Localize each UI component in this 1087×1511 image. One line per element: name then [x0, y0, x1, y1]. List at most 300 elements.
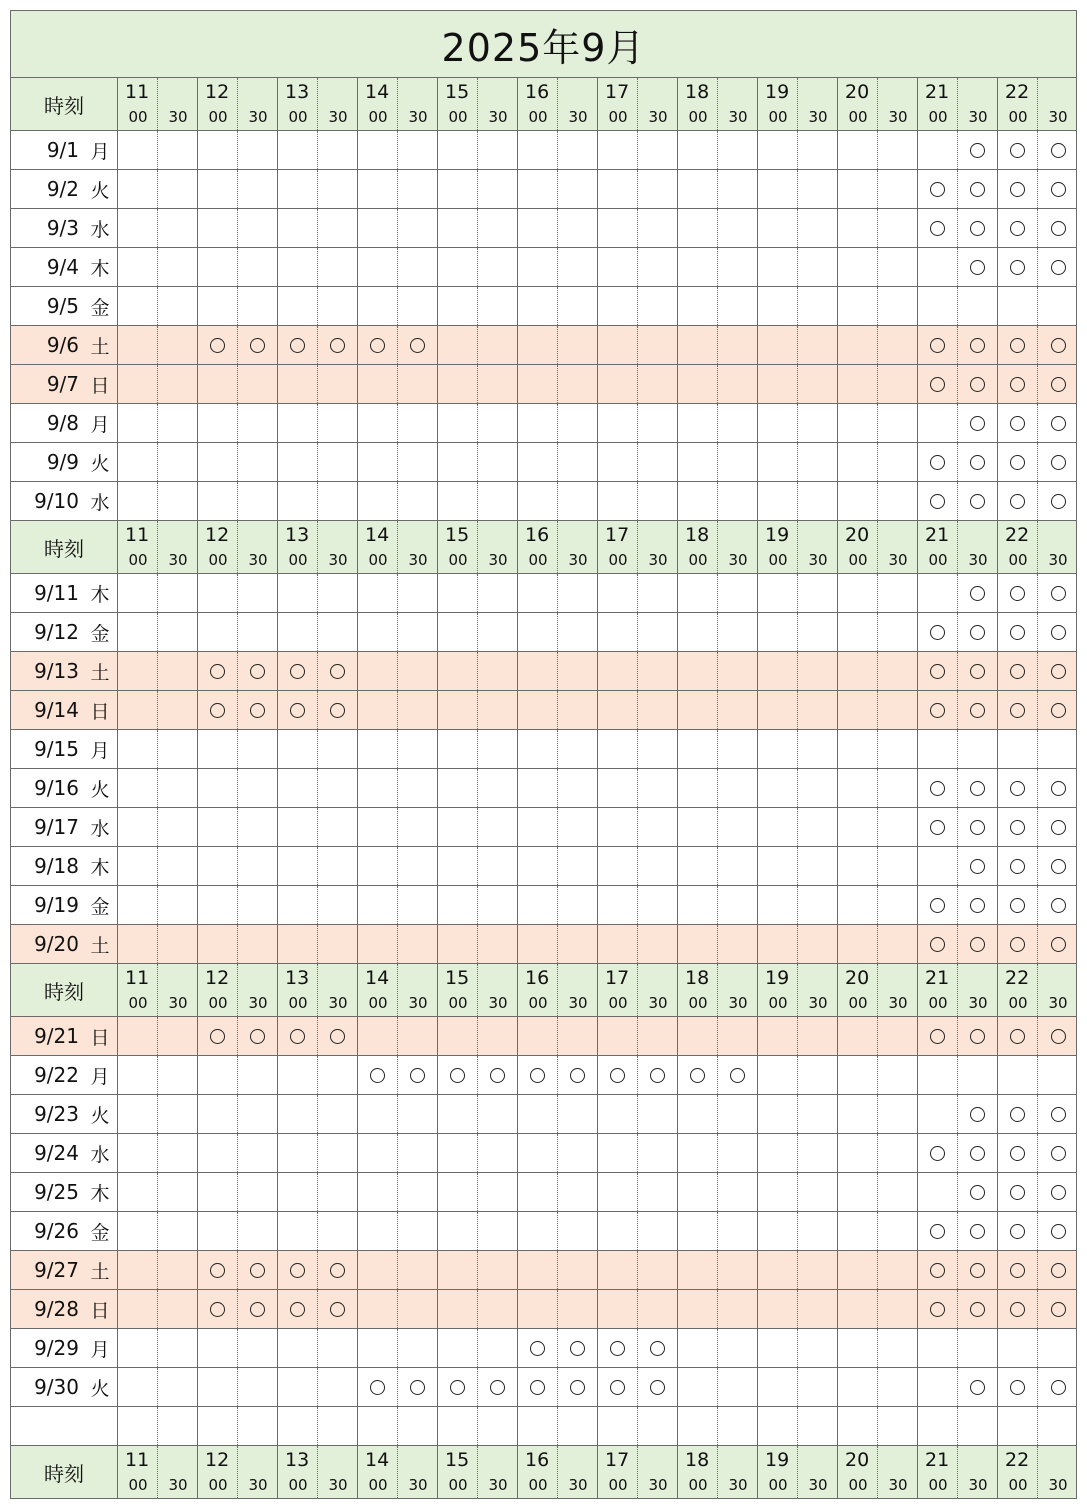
slot-cell[interactable]	[358, 287, 398, 325]
slot-cell[interactable]	[638, 1056, 678, 1094]
slot-cell[interactable]	[1038, 443, 1078, 481]
slot-cell[interactable]	[1038, 131, 1078, 169]
slot-cell[interactable]	[598, 209, 638, 247]
slot-cell[interactable]	[238, 170, 278, 208]
slot-cell[interactable]	[678, 886, 718, 924]
slot-cell[interactable]	[318, 326, 358, 364]
slot-cell[interactable]	[758, 1095, 798, 1133]
slot-cell[interactable]	[718, 925, 758, 963]
slot-cell[interactable]	[598, 131, 638, 169]
slot-cell[interactable]	[558, 1134, 598, 1172]
slot-cell[interactable]	[998, 769, 1038, 807]
slot-cell[interactable]	[838, 652, 878, 690]
slot-cell[interactable]	[798, 1173, 838, 1211]
slot-cell[interactable]	[718, 1290, 758, 1328]
slot-cell[interactable]	[238, 769, 278, 807]
slot-cell[interactable]	[518, 1056, 558, 1094]
slot-cell[interactable]	[518, 652, 558, 690]
slot-cell[interactable]	[278, 769, 318, 807]
slot-cell[interactable]	[158, 326, 198, 364]
slot-cell[interactable]	[198, 170, 238, 208]
slot-cell[interactable]	[278, 131, 318, 169]
slot-cell[interactable]	[678, 808, 718, 846]
slot-cell[interactable]	[638, 886, 678, 924]
slot-cell[interactable]	[558, 574, 598, 612]
slot-cell[interactable]	[998, 1407, 1038, 1445]
slot-cell[interactable]	[198, 1368, 238, 1406]
slot-cell[interactable]	[558, 652, 598, 690]
slot-cell[interactable]	[398, 1095, 438, 1133]
slot-cell[interactable]	[358, 613, 398, 651]
slot-cell[interactable]	[958, 652, 998, 690]
slot-cell[interactable]	[798, 769, 838, 807]
slot-cell[interactable]	[678, 574, 718, 612]
slot-cell[interactable]	[118, 730, 158, 768]
slot-cell[interactable]	[1038, 1017, 1078, 1055]
slot-cell[interactable]	[358, 248, 398, 286]
slot-cell[interactable]	[118, 1134, 158, 1172]
slot-cell[interactable]	[278, 404, 318, 442]
slot-cell[interactable]	[518, 131, 558, 169]
slot-cell[interactable]	[238, 131, 278, 169]
slot-cell[interactable]	[238, 613, 278, 651]
slot-cell[interactable]	[118, 808, 158, 846]
slot-cell[interactable]	[838, 886, 878, 924]
slot-cell[interactable]	[918, 1056, 958, 1094]
slot-cell[interactable]	[358, 209, 398, 247]
slot-cell[interactable]	[238, 730, 278, 768]
slot-cell[interactable]	[398, 248, 438, 286]
slot-cell[interactable]	[518, 886, 558, 924]
slot-cell[interactable]	[958, 886, 998, 924]
slot-cell[interactable]	[878, 730, 918, 768]
slot-cell[interactable]	[878, 1173, 918, 1211]
slot-cell[interactable]	[238, 886, 278, 924]
slot-cell[interactable]	[198, 808, 238, 846]
slot-cell[interactable]	[598, 769, 638, 807]
slot-cell[interactable]	[958, 443, 998, 481]
slot-cell[interactable]	[638, 652, 678, 690]
slot-cell[interactable]	[958, 1056, 998, 1094]
slot-cell[interactable]	[638, 769, 678, 807]
slot-cell[interactable]	[478, 443, 518, 481]
slot-cell[interactable]	[918, 574, 958, 612]
slot-cell[interactable]	[1038, 1173, 1078, 1211]
slot-cell[interactable]	[438, 1212, 478, 1250]
slot-cell[interactable]	[278, 691, 318, 729]
slot-cell[interactable]	[598, 1251, 638, 1289]
slot-cell[interactable]	[998, 482, 1038, 520]
slot-cell[interactable]	[398, 1368, 438, 1406]
slot-cell[interactable]	[518, 925, 558, 963]
slot-cell[interactable]	[398, 769, 438, 807]
slot-cell[interactable]	[638, 1251, 678, 1289]
slot-cell[interactable]	[718, 730, 758, 768]
slot-cell[interactable]	[598, 326, 638, 364]
slot-cell[interactable]	[758, 1017, 798, 1055]
slot-cell[interactable]	[478, 1212, 518, 1250]
slot-cell[interactable]	[758, 574, 798, 612]
slot-cell[interactable]	[798, 1329, 838, 1367]
slot-cell[interactable]	[278, 248, 318, 286]
slot-cell[interactable]	[118, 847, 158, 885]
slot-cell[interactable]	[118, 365, 158, 403]
slot-cell[interactable]	[878, 652, 918, 690]
slot-cell[interactable]	[958, 925, 998, 963]
slot-cell[interactable]	[198, 1173, 238, 1211]
slot-cell[interactable]	[118, 326, 158, 364]
slot-cell[interactable]	[358, 808, 398, 846]
slot-cell[interactable]	[798, 326, 838, 364]
slot-cell[interactable]	[878, 1134, 918, 1172]
slot-cell[interactable]	[878, 1056, 918, 1094]
slot-cell[interactable]	[1038, 1368, 1078, 1406]
slot-cell[interactable]	[358, 131, 398, 169]
slot-cell[interactable]	[678, 1056, 718, 1094]
slot-cell[interactable]	[678, 326, 718, 364]
slot-cell[interactable]	[478, 769, 518, 807]
slot-cell[interactable]	[478, 170, 518, 208]
slot-cell[interactable]	[918, 326, 958, 364]
slot-cell[interactable]	[918, 1134, 958, 1172]
slot-cell[interactable]	[398, 1290, 438, 1328]
slot-cell[interactable]	[158, 248, 198, 286]
slot-cell[interactable]	[438, 404, 478, 442]
slot-cell[interactable]	[438, 443, 478, 481]
slot-cell[interactable]	[318, 769, 358, 807]
slot-cell[interactable]	[198, 1056, 238, 1094]
slot-cell[interactable]	[678, 248, 718, 286]
slot-cell[interactable]	[278, 1368, 318, 1406]
slot-cell[interactable]	[758, 482, 798, 520]
slot-cell[interactable]	[878, 691, 918, 729]
slot-cell[interactable]	[438, 170, 478, 208]
slot-cell[interactable]	[238, 1368, 278, 1406]
slot-cell[interactable]	[318, 1290, 358, 1328]
slot-cell[interactable]	[638, 613, 678, 651]
slot-cell[interactable]	[958, 1329, 998, 1367]
slot-cell[interactable]	[278, 1095, 318, 1133]
slot-cell[interactable]	[158, 691, 198, 729]
slot-cell[interactable]	[558, 1173, 598, 1211]
slot-cell[interactable]	[238, 248, 278, 286]
slot-cell[interactable]	[318, 131, 358, 169]
slot-cell[interactable]	[598, 1017, 638, 1055]
slot-cell[interactable]	[918, 482, 958, 520]
slot-cell[interactable]	[158, 847, 198, 885]
slot-cell[interactable]	[158, 1368, 198, 1406]
slot-cell[interactable]	[318, 1368, 358, 1406]
slot-cell[interactable]	[118, 886, 158, 924]
slot-cell[interactable]	[958, 131, 998, 169]
slot-cell[interactable]	[918, 808, 958, 846]
slot-cell[interactable]	[478, 404, 518, 442]
slot-cell[interactable]	[838, 1212, 878, 1250]
slot-cell[interactable]	[278, 1134, 318, 1172]
slot-cell[interactable]	[438, 1290, 478, 1328]
slot-cell[interactable]	[278, 482, 318, 520]
slot-cell[interactable]	[478, 1368, 518, 1406]
slot-cell[interactable]	[238, 574, 278, 612]
slot-cell[interactable]	[198, 691, 238, 729]
slot-cell[interactable]	[318, 1329, 358, 1367]
slot-cell[interactable]	[798, 574, 838, 612]
slot-cell[interactable]	[518, 1173, 558, 1211]
slot-cell[interactable]	[238, 209, 278, 247]
slot-cell[interactable]	[118, 613, 158, 651]
slot-cell[interactable]	[278, 730, 318, 768]
slot-cell[interactable]	[638, 248, 678, 286]
slot-cell[interactable]	[718, 404, 758, 442]
slot-cell[interactable]	[478, 652, 518, 690]
slot-cell[interactable]	[438, 365, 478, 403]
slot-cell[interactable]	[918, 769, 958, 807]
slot-cell[interactable]	[398, 1407, 438, 1445]
slot-cell[interactable]	[998, 1056, 1038, 1094]
slot-cell[interactable]	[518, 404, 558, 442]
slot-cell[interactable]	[198, 1017, 238, 1055]
slot-cell[interactable]	[598, 482, 638, 520]
slot-cell[interactable]	[398, 482, 438, 520]
slot-cell[interactable]	[958, 613, 998, 651]
slot-cell[interactable]	[1038, 287, 1078, 325]
slot-cell[interactable]	[478, 691, 518, 729]
slot-cell[interactable]	[118, 769, 158, 807]
slot-cell[interactable]	[838, 574, 878, 612]
slot-cell[interactable]	[998, 1212, 1038, 1250]
slot-cell[interactable]	[478, 574, 518, 612]
slot-cell[interactable]	[838, 1173, 878, 1211]
slot-cell[interactable]	[318, 847, 358, 885]
slot-cell[interactable]	[558, 847, 598, 885]
slot-cell[interactable]	[598, 574, 638, 612]
slot-cell[interactable]	[1038, 209, 1078, 247]
slot-cell[interactable]	[958, 1407, 998, 1445]
slot-cell[interactable]	[278, 1056, 318, 1094]
slot-cell[interactable]	[838, 287, 878, 325]
slot-cell[interactable]	[318, 1095, 358, 1133]
slot-cell[interactable]	[398, 886, 438, 924]
slot-cell[interactable]	[478, 365, 518, 403]
slot-cell[interactable]	[438, 482, 478, 520]
slot-cell[interactable]	[158, 443, 198, 481]
slot-cell[interactable]	[958, 574, 998, 612]
slot-cell[interactable]	[838, 209, 878, 247]
slot-cell[interactable]	[798, 691, 838, 729]
slot-cell[interactable]	[478, 847, 518, 885]
slot-cell[interactable]	[958, 482, 998, 520]
slot-cell[interactable]	[838, 808, 878, 846]
slot-cell[interactable]	[398, 1212, 438, 1250]
slot-cell[interactable]	[958, 808, 998, 846]
slot-cell[interactable]	[958, 1368, 998, 1406]
slot-cell[interactable]	[558, 925, 598, 963]
slot-cell[interactable]	[518, 769, 558, 807]
slot-cell[interactable]	[358, 1407, 398, 1445]
slot-cell[interactable]	[118, 574, 158, 612]
slot-cell[interactable]	[478, 1134, 518, 1172]
slot-cell[interactable]	[158, 769, 198, 807]
slot-cell[interactable]	[118, 209, 158, 247]
slot-cell[interactable]	[678, 769, 718, 807]
slot-cell[interactable]	[758, 730, 798, 768]
slot-cell[interactable]	[198, 1095, 238, 1133]
slot-cell[interactable]	[278, 326, 318, 364]
slot-cell[interactable]	[678, 1251, 718, 1289]
slot-cell[interactable]	[998, 1017, 1038, 1055]
slot-cell[interactable]	[998, 730, 1038, 768]
slot-cell[interactable]	[918, 613, 958, 651]
slot-cell[interactable]	[958, 248, 998, 286]
slot-cell[interactable]	[798, 1368, 838, 1406]
slot-cell[interactable]	[398, 1056, 438, 1094]
slot-cell[interactable]	[918, 1329, 958, 1367]
slot-cell[interactable]	[278, 574, 318, 612]
slot-cell[interactable]	[158, 808, 198, 846]
slot-cell[interactable]	[598, 691, 638, 729]
slot-cell[interactable]	[718, 652, 758, 690]
slot-cell[interactable]	[118, 1095, 158, 1133]
slot-cell[interactable]	[438, 1095, 478, 1133]
slot-cell[interactable]	[638, 482, 678, 520]
slot-cell[interactable]	[718, 1407, 758, 1445]
slot-cell[interactable]	[918, 730, 958, 768]
slot-cell[interactable]	[158, 574, 198, 612]
slot-cell[interactable]	[478, 925, 518, 963]
slot-cell[interactable]	[918, 1212, 958, 1250]
slot-cell[interactable]	[238, 1095, 278, 1133]
slot-cell[interactable]	[718, 1212, 758, 1250]
slot-cell[interactable]	[558, 131, 598, 169]
slot-cell[interactable]	[558, 730, 598, 768]
slot-cell[interactable]	[838, 482, 878, 520]
slot-cell[interactable]	[758, 1212, 798, 1250]
slot-cell[interactable]	[438, 691, 478, 729]
slot-cell[interactable]	[398, 847, 438, 885]
slot-cell[interactable]	[758, 248, 798, 286]
slot-cell[interactable]	[878, 1017, 918, 1055]
slot-cell[interactable]	[118, 1290, 158, 1328]
slot-cell[interactable]	[918, 691, 958, 729]
slot-cell[interactable]	[878, 209, 918, 247]
slot-cell[interactable]	[118, 170, 158, 208]
slot-cell[interactable]	[558, 209, 598, 247]
slot-cell[interactable]	[518, 443, 558, 481]
slot-cell[interactable]	[518, 1017, 558, 1055]
slot-cell[interactable]	[718, 847, 758, 885]
slot-cell[interactable]	[958, 769, 998, 807]
slot-cell[interactable]	[998, 131, 1038, 169]
slot-cell[interactable]	[918, 1251, 958, 1289]
slot-cell[interactable]	[438, 1251, 478, 1289]
slot-cell[interactable]	[838, 1017, 878, 1055]
slot-cell[interactable]	[998, 691, 1038, 729]
slot-cell[interactable]	[318, 170, 358, 208]
slot-cell[interactable]	[838, 131, 878, 169]
slot-cell[interactable]	[158, 730, 198, 768]
slot-cell[interactable]	[718, 808, 758, 846]
slot-cell[interactable]	[918, 131, 958, 169]
slot-cell[interactable]	[998, 574, 1038, 612]
slot-cell[interactable]	[318, 730, 358, 768]
slot-cell[interactable]	[918, 1095, 958, 1133]
slot-cell[interactable]	[598, 248, 638, 286]
slot-cell[interactable]	[718, 1134, 758, 1172]
slot-cell[interactable]	[758, 1251, 798, 1289]
slot-cell[interactable]	[878, 326, 918, 364]
slot-cell[interactable]	[318, 886, 358, 924]
slot-cell[interactable]	[358, 652, 398, 690]
slot-cell[interactable]	[838, 170, 878, 208]
slot-cell[interactable]	[278, 925, 318, 963]
slot-cell[interactable]	[558, 769, 598, 807]
slot-cell[interactable]	[358, 1056, 398, 1094]
slot-cell[interactable]	[758, 1290, 798, 1328]
slot-cell[interactable]	[358, 886, 398, 924]
slot-cell[interactable]	[878, 131, 918, 169]
slot-cell[interactable]	[318, 1212, 358, 1250]
slot-cell[interactable]	[918, 886, 958, 924]
slot-cell[interactable]	[398, 1173, 438, 1211]
slot-cell[interactable]	[198, 287, 238, 325]
slot-cell[interactable]	[678, 131, 718, 169]
slot-cell[interactable]	[918, 1290, 958, 1328]
slot-cell[interactable]	[558, 1290, 598, 1328]
slot-cell[interactable]	[158, 1407, 198, 1445]
slot-cell[interactable]	[958, 730, 998, 768]
slot-cell[interactable]	[718, 248, 758, 286]
slot-cell[interactable]	[878, 1251, 918, 1289]
slot-cell[interactable]	[558, 1017, 598, 1055]
slot-cell[interactable]	[398, 170, 438, 208]
slot-cell[interactable]	[558, 808, 598, 846]
slot-cell[interactable]	[398, 131, 438, 169]
slot-cell[interactable]	[238, 808, 278, 846]
slot-cell[interactable]	[638, 209, 678, 247]
slot-cell[interactable]	[758, 1134, 798, 1172]
slot-cell[interactable]	[598, 1407, 638, 1445]
slot-cell[interactable]	[638, 1290, 678, 1328]
slot-cell[interactable]	[598, 1368, 638, 1406]
slot-cell[interactable]	[878, 847, 918, 885]
slot-cell[interactable]	[958, 1173, 998, 1211]
slot-cell[interactable]	[238, 1017, 278, 1055]
slot-cell[interactable]	[798, 131, 838, 169]
slot-cell[interactable]	[918, 847, 958, 885]
slot-cell[interactable]	[998, 1290, 1038, 1328]
slot-cell[interactable]	[358, 170, 398, 208]
slot-cell[interactable]	[998, 170, 1038, 208]
slot-cell[interactable]	[758, 691, 798, 729]
slot-cell[interactable]	[478, 1329, 518, 1367]
slot-cell[interactable]	[798, 1017, 838, 1055]
slot-cell[interactable]	[758, 1368, 798, 1406]
slot-cell[interactable]	[398, 443, 438, 481]
slot-cell[interactable]	[198, 1212, 238, 1250]
slot-cell[interactable]	[358, 1173, 398, 1211]
slot-cell[interactable]	[798, 482, 838, 520]
slot-cell[interactable]	[798, 1290, 838, 1328]
slot-cell[interactable]	[1038, 769, 1078, 807]
slot-cell[interactable]	[598, 404, 638, 442]
slot-cell[interactable]	[838, 691, 878, 729]
slot-cell[interactable]	[238, 404, 278, 442]
slot-cell[interactable]	[478, 287, 518, 325]
slot-cell[interactable]	[718, 691, 758, 729]
slot-cell[interactable]	[358, 1290, 398, 1328]
slot-cell[interactable]	[438, 1056, 478, 1094]
slot-cell[interactable]	[678, 1212, 718, 1250]
